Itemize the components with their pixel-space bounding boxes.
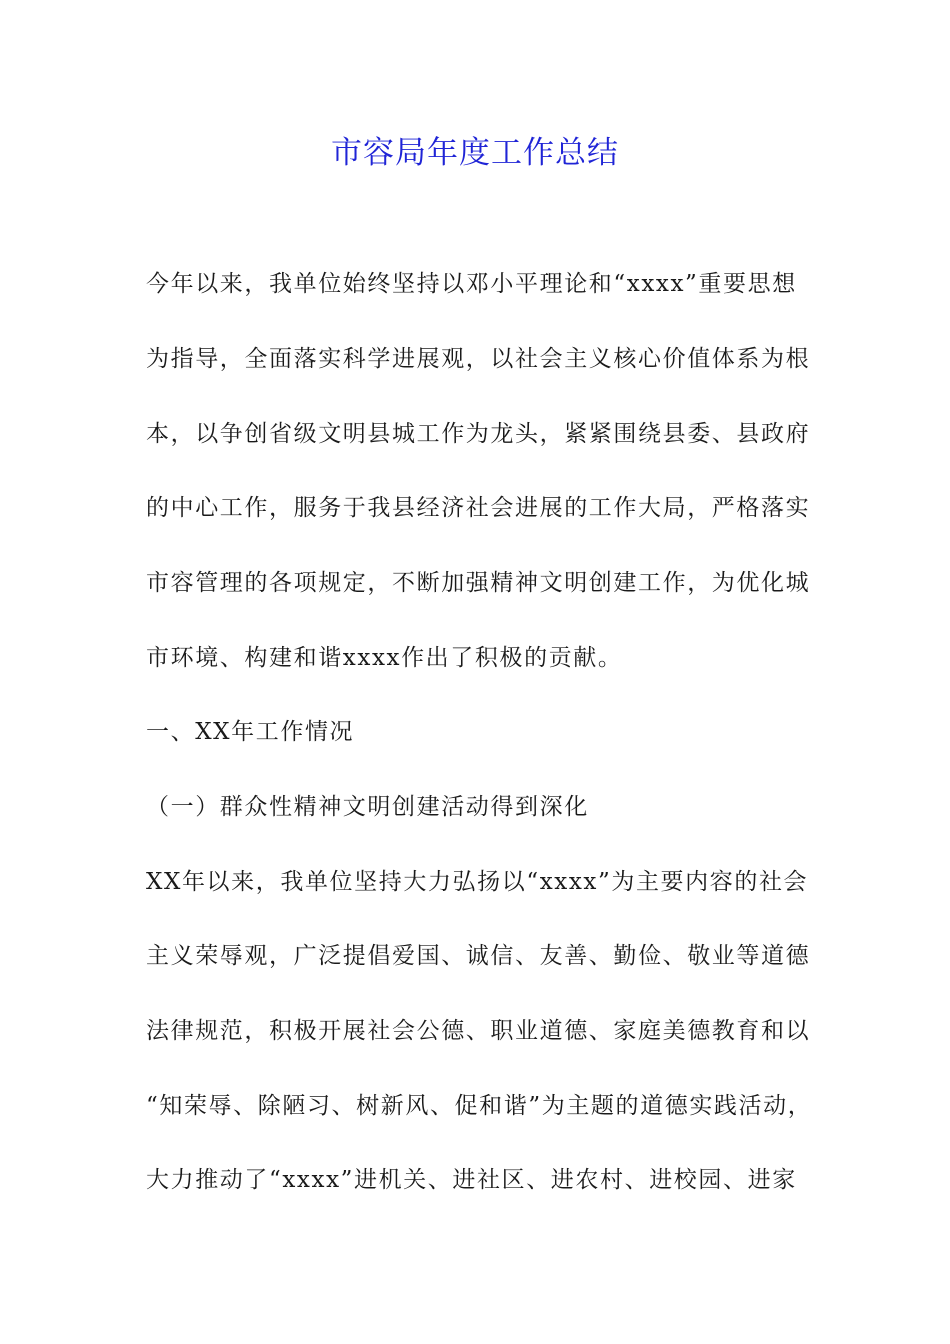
body-line-7: XX年以来，我单位坚持大力弘扬以“xxxx”为主要内容的社会 (146, 869, 809, 895)
document-title: 市容局年度工作总结 (331, 135, 619, 171)
body-line-4: 的中心工作，服务于我县经济社会进展的工作大局，严格落实 (146, 495, 811, 521)
body-line-2: 为指导，全面落实科学进展观，以社会主义核心价值体系为根 (146, 346, 811, 372)
subsection-heading: （一）群众性精神文明创建活动得到深化 (146, 794, 589, 820)
body-line-10: “知荣辱、除陋习、树新风、促和谐”为主题的道德实践活动， (146, 1093, 813, 1119)
body-line-5: 市容管理的各项规定，不断加强精神文明创建工作，为优化城 (146, 570, 811, 596)
body-line-6: 市环境、构建和谐xxxx作出了积极的贡献。 (146, 645, 623, 671)
section-heading: 一、XX年工作情况 (146, 719, 355, 745)
body-line-3: 本，以争创省级文明县城工作为龙头，紧紧围绕县委、县政府 (146, 421, 811, 447)
body-line-1: 今年以来，我单位始终坚持以邓小平理论和“xxxx”重要思想 (146, 271, 797, 297)
body-line-8: 主义荣辱观，广泛提倡爱国、诚信、友善、勤俭、敬业等道德 (146, 943, 811, 969)
body-line-11: 大力推动了“xxxx”进机关、进社区、进农村、进校园、进家 (146, 1167, 797, 1193)
body-line-9: 法律规范，积极开展社会公德、职业道德、家庭美德教育和以 (146, 1018, 811, 1044)
